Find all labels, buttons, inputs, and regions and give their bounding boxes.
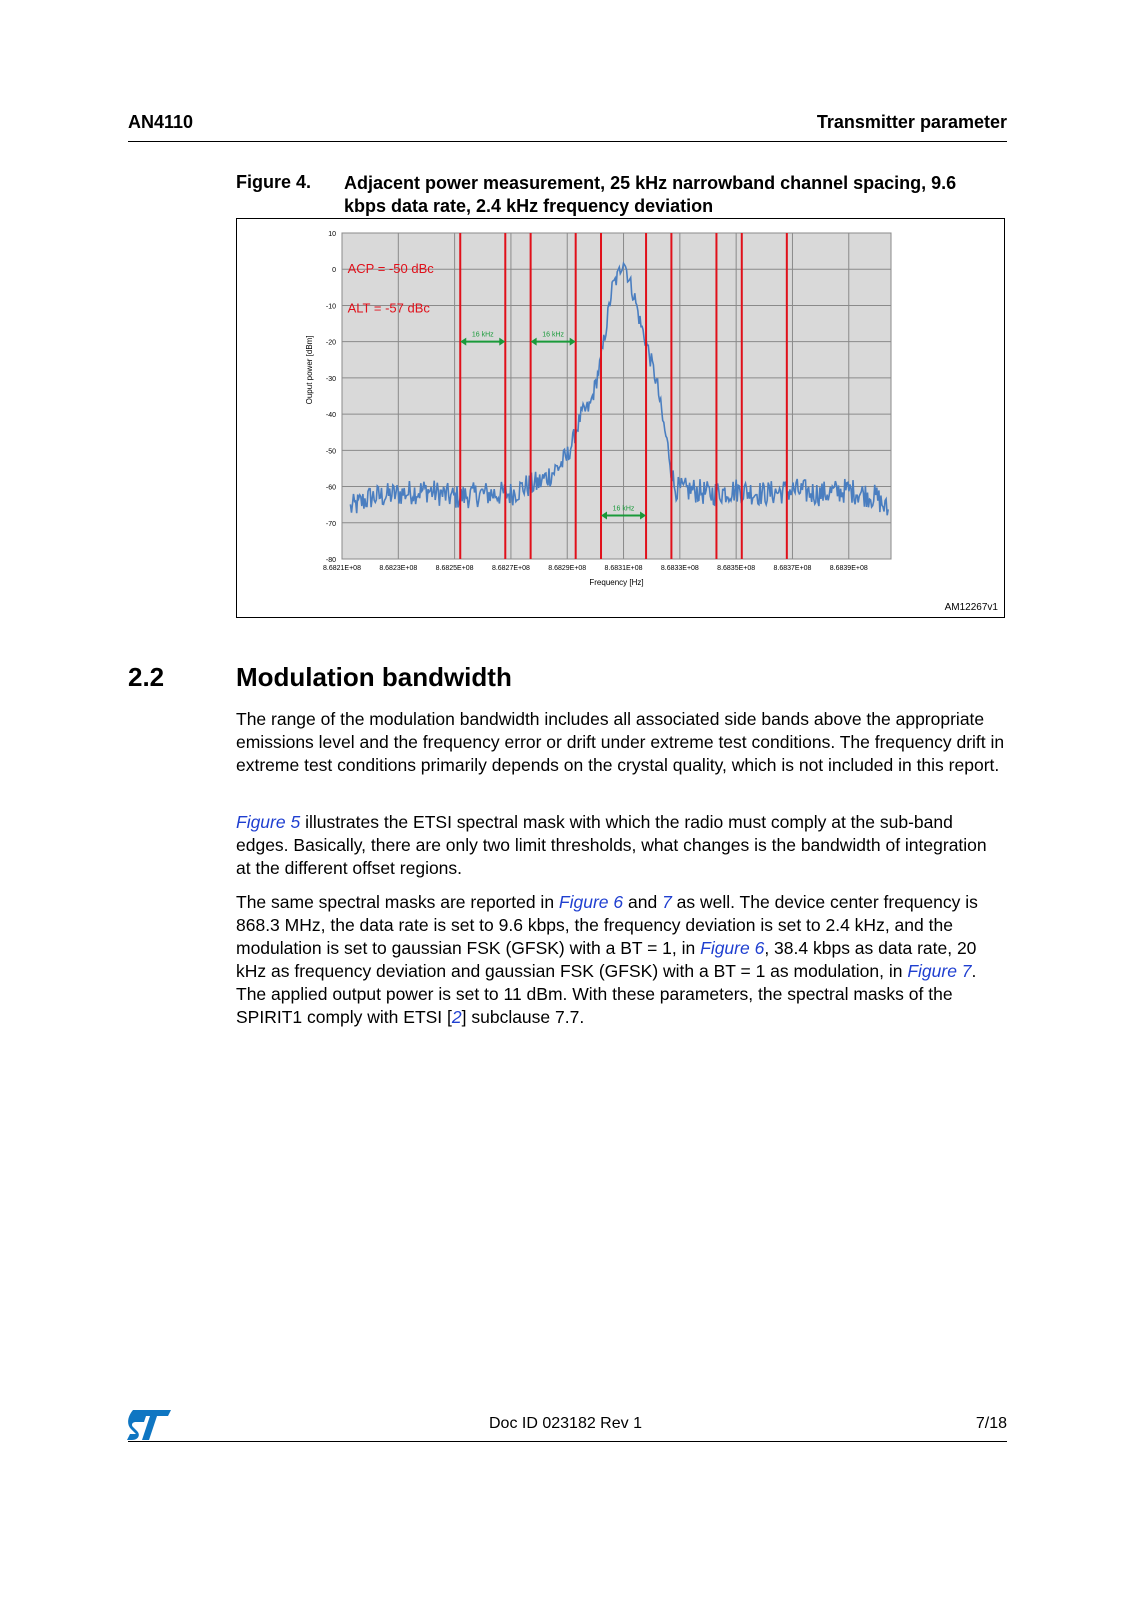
- bandwidth-label: 16 kHz: [542, 331, 565, 339]
- paragraph-2: [236, 811, 1006, 880]
- figure-6-link[interactable]: Figure 6: [558, 892, 624, 912]
- x-axis-label: Frequency [Hz]: [589, 578, 644, 587]
- paragraph-3-text-f: ] subclause 7.7.: [461, 1007, 585, 1027]
- x-tick-label: 8.6821E+08: [323, 565, 361, 572]
- x-tick-label: 8.6839E+08: [829, 565, 868, 572]
- figure-frame: [236, 218, 1005, 618]
- figure-id: AM12267v1: [944, 602, 998, 613]
- x-tick-label: 8.6833E+08: [660, 565, 699, 572]
- bandwidth-label: 16 kHz: [612, 505, 635, 513]
- figure-5-link[interactable]: Figure 5: [236, 812, 301, 832]
- adjacent-power-chart: [237, 219, 1004, 617]
- section-number: 2.2: [128, 662, 165, 692]
- paragraph-3-text-a: The same spectral masks are reported in: [236, 892, 559, 912]
- header-rule: [128, 141, 1007, 142]
- figure-6-link-2[interactable]: Figure 6: [700, 938, 765, 958]
- y-tick-label: -70: [325, 520, 336, 528]
- paragraph-3: [236, 891, 1006, 1029]
- header-section-title: Transmitter parameter: [816, 112, 1007, 132]
- y-tick-label: -60: [325, 484, 336, 492]
- x-tick-label: 8.6823E+08: [379, 565, 418, 572]
- power-annotation: ACP = -50 dBc: [347, 260, 434, 276]
- y-tick-label: -50: [325, 448, 336, 456]
- figure-number: Figure 4.: [236, 172, 312, 192]
- y-tick-label: -40: [325, 412, 336, 420]
- reference-2-link[interactable]: 2: [451, 1007, 462, 1027]
- x-tick-label: 8.6831E+08: [604, 565, 643, 572]
- x-tick-label: 8.6829E+08: [548, 565, 587, 572]
- footer-doc-id: Doc ID 023182 Rev 1: [489, 1415, 642, 1432]
- x-tick-label: 8.6825E+08: [435, 565, 474, 572]
- paragraph-3-text-e: . The applied output power is set to 11 dBm. With these parameters, the spectral masks of the SPIRIT1 comply with ETSI [: [236, 961, 977, 1027]
- header-doc-id: AN4110: [128, 112, 194, 132]
- section-title: Modulation bandwidth: [236, 662, 512, 692]
- y-tick-label: -10: [325, 303, 336, 311]
- y-tick-label: -20: [325, 339, 336, 347]
- footer-rule: [128, 1441, 1007, 1442]
- power-annotation: ALT = -57 dBc: [347, 300, 430, 316]
- bandwidth-label: 16 kHz: [471, 331, 494, 339]
- paragraph-3-text-b: and: [623, 892, 663, 912]
- x-tick-label: 8.6827E+08: [491, 565, 530, 572]
- y-tick-label: -30: [325, 375, 336, 383]
- y-tick-label: 0: [332, 267, 336, 275]
- paragraph-3-text-d: , 38.4 kbps as data rate, 20 kHz as frequency deviation and gaussian FSK (GFSK) with a BT = 1 as modulation, in: [236, 938, 977, 981]
- paragraph-1: The range of the modulation bandwidth includes all associated side bands above the appropriate emissions level and the frequency error or drift under extreme test conditions. The frequency drift in extreme test conditions primarily depends on the crystal quality, which is not included in this report.: [236, 709, 1005, 775]
- x-tick-label: 8.6837E+08: [773, 565, 812, 572]
- paragraph-2-text: illustrates the ETSI spectral mask with which the radio must comply at the sub-band edges. Basically, there are only two limit thresholds, what changes is the bandwidth of integration at the different offset regions.: [236, 812, 987, 878]
- y-tick-label: -80: [325, 557, 336, 564]
- figure-7-link-2[interactable]: Figure 7: [907, 961, 972, 981]
- paragraph-3-text-c: as well. The device center frequency is 868.3 MHz, the data rate is set to 9.6 kbps, the frequency deviation is set to 2.4 kHz, and the modulation is set to gaussian FSK (GFSK) with a BT = 1, in: [236, 892, 978, 958]
- figure-7-link[interactable]: 7: [662, 892, 672, 912]
- figure-title: Adjacent power measurement, 25 kHz narrowband channel spacing, 9.6 kbps data rate, 2.4 kHz frequency deviation: [344, 173, 957, 216]
- x-tick-label: 8.6835E+08: [717, 565, 756, 572]
- footer-page-number: 7/18: [975, 1415, 1007, 1432]
- y-tick-label: 10: [328, 231, 336, 238]
- y-axis-label: Ouput power [dBm]: [305, 335, 314, 405]
